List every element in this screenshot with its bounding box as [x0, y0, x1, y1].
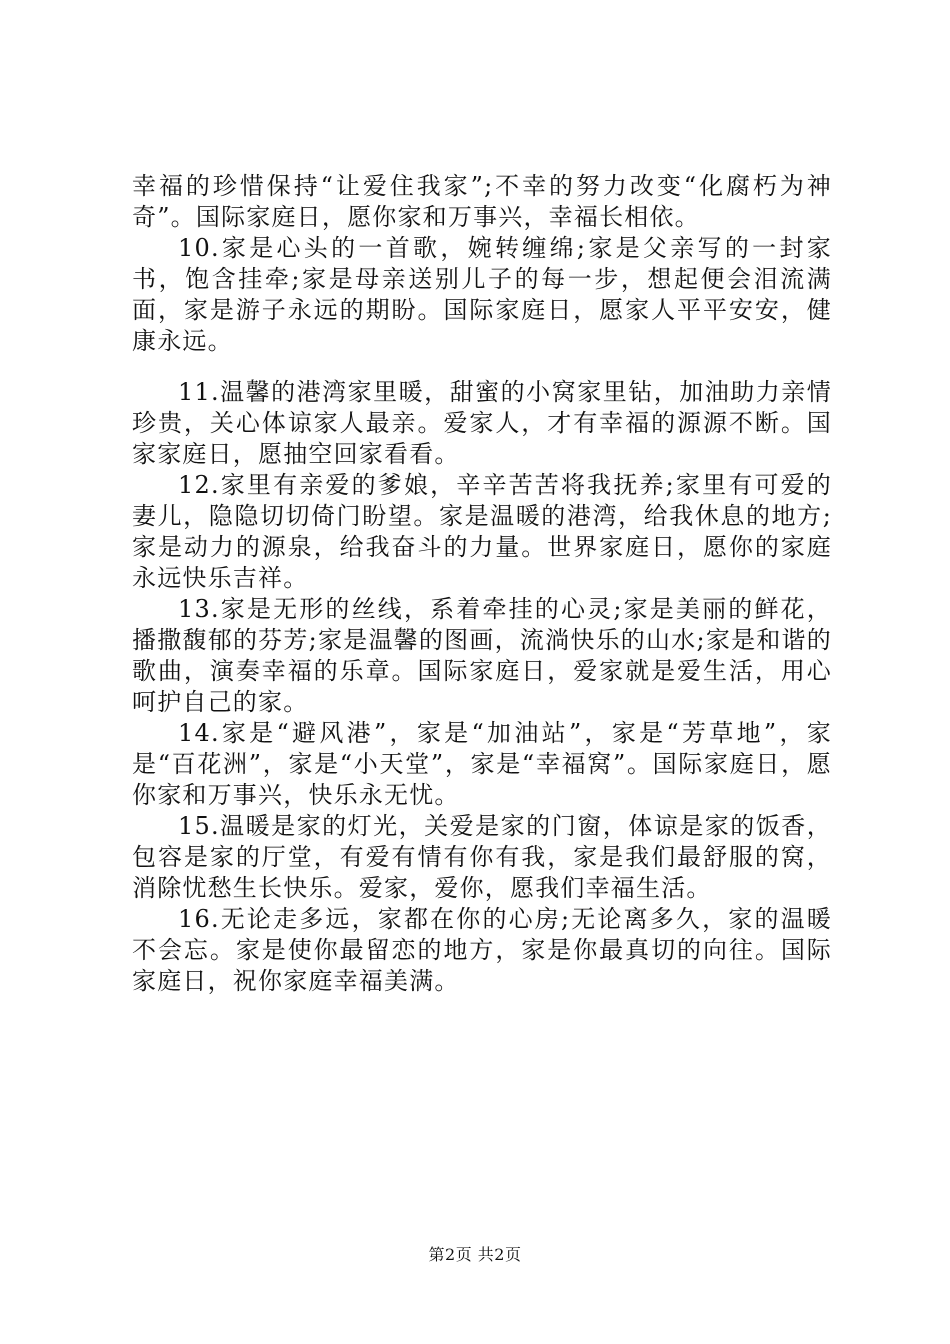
paragraph-10: 10.家是心头的一首歌，婉转缠绵;家是父亲写的一封家书，饱含挂牵;家是母亲送别儿子的每一步，想起便会泪流满面，家是游子永远的期盼。国际家庭日，愿家人平平安安，健康永远。: [132, 234, 832, 355]
paragraph-12: 12.家里有亲爱的爹娘，辛辛苦苦将我抚养;家里有可爱的妻儿，隐隐切切倚门盼望。家是温暖的港湾，给我休息的地方;家是动力的源泉，给我奋斗的力量。世界家庭日，愿你的家庭永远快乐吉祥。: [132, 471, 832, 592]
paragraph-gap: [132, 357, 832, 377]
paragraph-15: 15.温暖是家的灯光，关爱是家的门窗，体谅是家的饭香，包容是家的厅堂，有爱有情有你有我，家是我们最舒服的窝，消除忧愁生长快乐。爱家，爱你，愿我们幸福生活。: [132, 812, 832, 902]
paragraph-16: 16.无论走多远，家都在你的心房;无论离多久，家的温暖不会忘。家是使你最留恋的地方，家是你最真切的向往。国际家庭日，祝你家庭幸福美满。: [132, 905, 832, 995]
document-body: [132, 171, 832, 997]
page-footer: 第2页 共2页: [428, 1245, 522, 1264]
paragraph-11: 11.温馨的港湾家里暖，甜蜜的小窝家里钻，加油助力亲情珍贵，关心体谅家人最亲。爱家人，才有幸福的源源不断。国家家庭日，愿抽空回家看看。: [132, 378, 832, 468]
paragraph-continuation: 幸福的珍惜保持“让爱住我家”;不幸的努力改变“化腐朽为神奇”。国际家庭日，愿你家和万事兴，幸福长相依。: [132, 172, 832, 231]
paragraph-14: 14.家是“避风港”，家是“加油站”，家是“芳草地”，家是“百花洲”，家是“小天堂”，家是“幸福窝”。国际家庭日，愿你家和万事兴，快乐永无忧。: [132, 719, 832, 809]
paragraph-13: 13.家是无形的丝线，系着牵挂的心灵;家是美丽的鲜花，播撒馥郁的芬芳;家是温馨的图画，流淌快乐的山水;家是和谐的歌曲，演奏幸福的乐章。国际家庭日，爱家就是爱生活，用心呵护自己的家。: [132, 595, 832, 716]
